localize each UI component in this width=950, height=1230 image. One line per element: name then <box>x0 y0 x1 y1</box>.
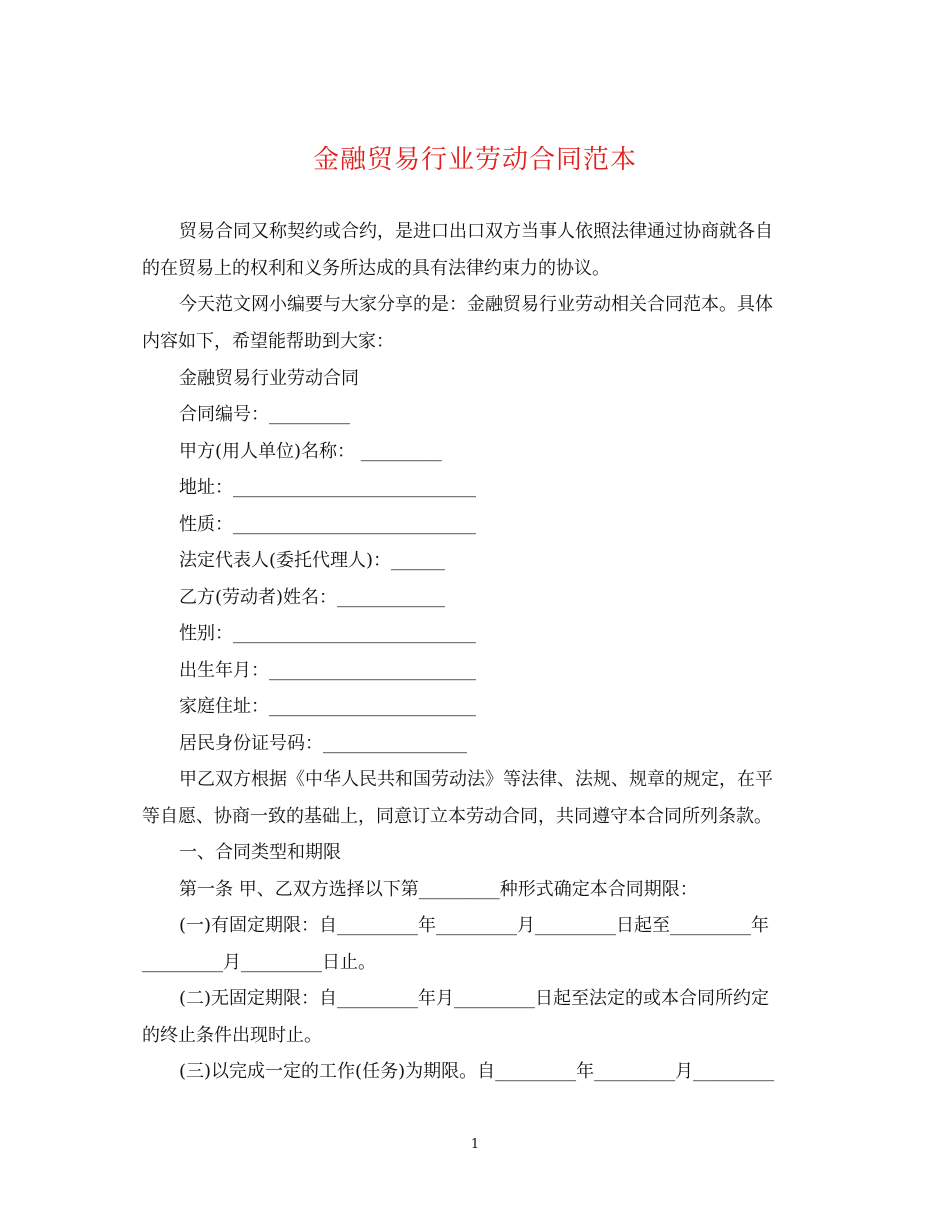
section-heading-contract-type: 一、合同类型和期限 <box>179 842 341 863</box>
clause-open-term-line-2: 的终止条件出现时止。 <box>142 1025 322 1046</box>
clause-task-term-line-1: (三)以完成一定的工作(任务)为期限。自_________年_________月_________ <box>179 1061 775 1082</box>
contract-heading: 金融贸易行业劳动合同 <box>179 368 359 389</box>
clause-fixed-term-line-2: _________月_________日止。 <box>142 952 376 973</box>
clause-fixed-term-line-1: (一)有固定期限：自_________年_________月_________日起至_________年 <box>179 915 770 936</box>
field-contract-number: 合同编号：_________ <box>179 404 350 425</box>
article-1: 第一条 甲、乙双方选择以下第_________种形式确定本合同期限： <box>179 879 698 900</box>
clause-open-term-line-1: (二)无固定期限：自_________年月_________日起至法定的或本合同所约定 <box>179 988 770 1009</box>
field-legal-representative: 法定代表人(委托代理人)：______ <box>179 550 446 571</box>
paragraph-intro-line-1: 贸易合同又称契约或合约，是进口出口双方当事人依照法律通过协商就各自 <box>179 221 773 242</box>
paragraph-share-line-1: 今天范文网小编要与大家分享的是：金融贸易行业劳动相关合同范本。具体 <box>179 294 773 315</box>
field-address: 地址：___________________________ <box>179 477 476 498</box>
paragraph-share-line-2: 内容如下，希望能帮助到大家： <box>142 331 394 352</box>
field-gender: 性别：___________________________ <box>179 623 476 644</box>
paragraph-intro-line-2: 的在贸易上的权利和义务所达成的具有法律约束力的协议。 <box>142 258 610 279</box>
field-id-number: 居民身份证号码：________________ <box>179 733 467 754</box>
field-party-a-name: 甲方(用人单位)名称： _________ <box>179 441 442 462</box>
field-nature: 性质：___________________________ <box>179 514 476 535</box>
paragraph-agreement-line-1: 甲乙双方根据《中华人民共和国劳动法》等法律、法规、规章的规定，在平 <box>179 769 773 790</box>
paragraph-agreement-line-2: 等自愿、协商一致的基础上，同意订立本劳动合同，共同遵守本合同所列条款。 <box>142 806 772 827</box>
field-birth-date: 出生年月：_______________________ <box>179 660 476 681</box>
field-party-b-name: 乙方(劳动者)姓名：____________ <box>179 587 446 608</box>
field-home-address: 家庭住址：_______________________ <box>179 696 476 717</box>
document-title: 金融贸易行业劳动合同范本 <box>312 145 637 175</box>
page-number: 1 <box>470 1137 480 1152</box>
